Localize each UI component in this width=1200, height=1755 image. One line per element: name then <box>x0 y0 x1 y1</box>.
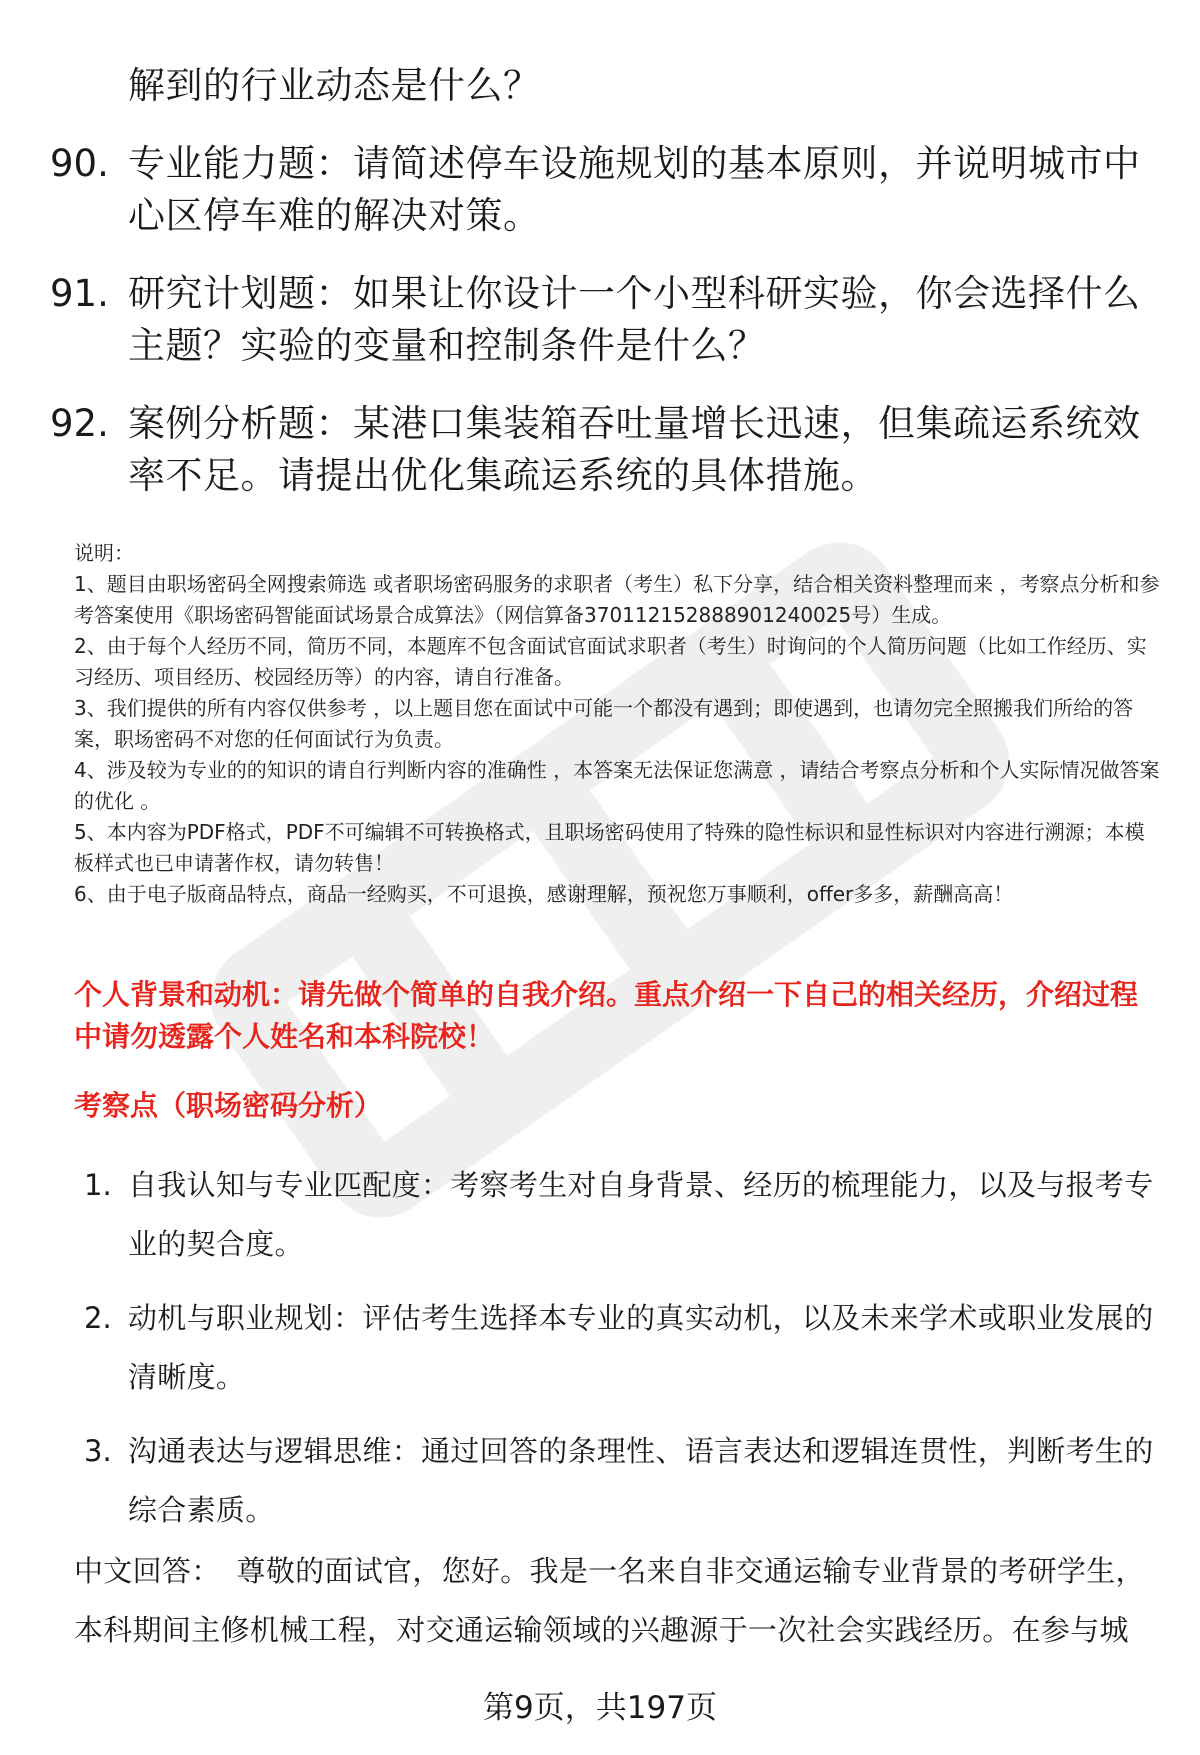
question-item <box>50 138 1160 242</box>
question-item <box>50 398 1160 502</box>
point-number: 2. <box>84 1301 112 1335</box>
note-item: 6、由于电子版商品特点，商品一经购买，不可退换，感谢理解，预祝您万事顺利，offer多多，薪酬高高！ <box>74 882 1014 906</box>
question-number: 92. <box>50 402 109 445</box>
continued-question-text: 解到的行业动态是什么？ <box>128 64 541 107</box>
question-text: 专业能力题：请简述停车设施规划的基本原则，并说明城市中心区停车难的解决对策。 <box>128 142 1141 237</box>
question-item <box>50 268 1160 372</box>
point-text: 自我认知与专业匹配度：考察考生对自身背景、经历的梳理能力，以及与报考专业的契合度。 <box>128 1168 1154 1261</box>
question-number: 91. <box>50 272 109 315</box>
point-text: 动机与职业规划：评估考生选择本专业的真实动机，以及未来学术或职业发展的清晰度。 <box>128 1301 1154 1394</box>
note-item: 5、本内容为PDF格式，PDF不可编辑不可转换格式，且职场密码使用了特殊的隐性标识和显性标识对内容进行溯源；本模板样式也已申请著作权，请勿转售！ <box>74 820 1145 875</box>
question-text: 案例分析题：某港口集装箱吞吐量增长迅速，但集疏运系统效率不足。请提出优化集疏运系统的具体措施。 <box>128 402 1141 497</box>
note-item: 3、我们提供的所有内容仅供参考 ，以上题目您在面试中可能一个都没有遇到；即使遇到，也请勿完全照搬我们所给的答案，职场密码不对您的任何面试行为负责。 <box>74 696 1134 751</box>
notes-title: 说明： <box>74 541 134 565</box>
answer-label: 中文回答： <box>74 1554 221 1588</box>
section-heading: 个人背景和动机：请先做个简单的自我介绍。重点介绍一下自己的相关经历，介绍过程中请勿透露个人姓名和本科院校！ <box>74 978 1139 1053</box>
question-text: 研究计划题：如果让你设计一个小型科研实验，你会选择什么主题？实验的变量和控制条件是什么？ <box>128 272 1141 367</box>
note-item: 1、题目由职场密码全网搜索筛选 或者职场密码服务的求职者（考生）私下分享，结合相关资料整理而来 ，考察点分析和参考答案使用《职场密码智能面试场景合成算法》（网信算备370112152888901240025号）生成。 <box>74 572 1160 627</box>
analysis-points <box>84 1156 1164 1555</box>
page-number-footer: 第9页，共197页 <box>483 1690 717 1726</box>
question-list <box>50 138 1160 528</box>
analysis-heading: 考察点（职场密码分析） <box>74 1089 383 1122</box>
disclaimer-notes <box>74 538 1164 910</box>
analysis-point <box>84 1156 1164 1274</box>
point-text: 沟通表达与逻辑思维：通过回答的条理性、语言表达和逻辑连贯性，判断考生的综合素质。 <box>128 1434 1154 1527</box>
question-number: 90. <box>50 142 109 185</box>
note-item: 2、由于每个人经历不同，简历不同，本题库不包含面试官面试求职者（考生）时询问的个人简历问题（比如工作经历、实习经历、项目经历、校园经历等）的内容，请自行准备。 <box>74 634 1147 689</box>
answer-paragraph <box>74 1542 1154 1660</box>
answer-text: 尊敬的面试官，您好。我是一名来自非交通运输专业背景的考研学生，本科期间主修机械工程，对交通运输领域的兴趣源于一次社会实践经历。在参与城 <box>74 1554 1145 1647</box>
point-number: 1. <box>84 1168 112 1202</box>
note-item: 4、涉及较为专业的的知识的请自行判断内容的准确性 ，本答案无法保证您满意 ，请结合考察点分析和个人实际情况做答案的优化 。 <box>74 758 1160 813</box>
analysis-point <box>84 1289 1164 1407</box>
point-number: 3. <box>84 1434 112 1468</box>
analysis-point <box>84 1422 1164 1540</box>
